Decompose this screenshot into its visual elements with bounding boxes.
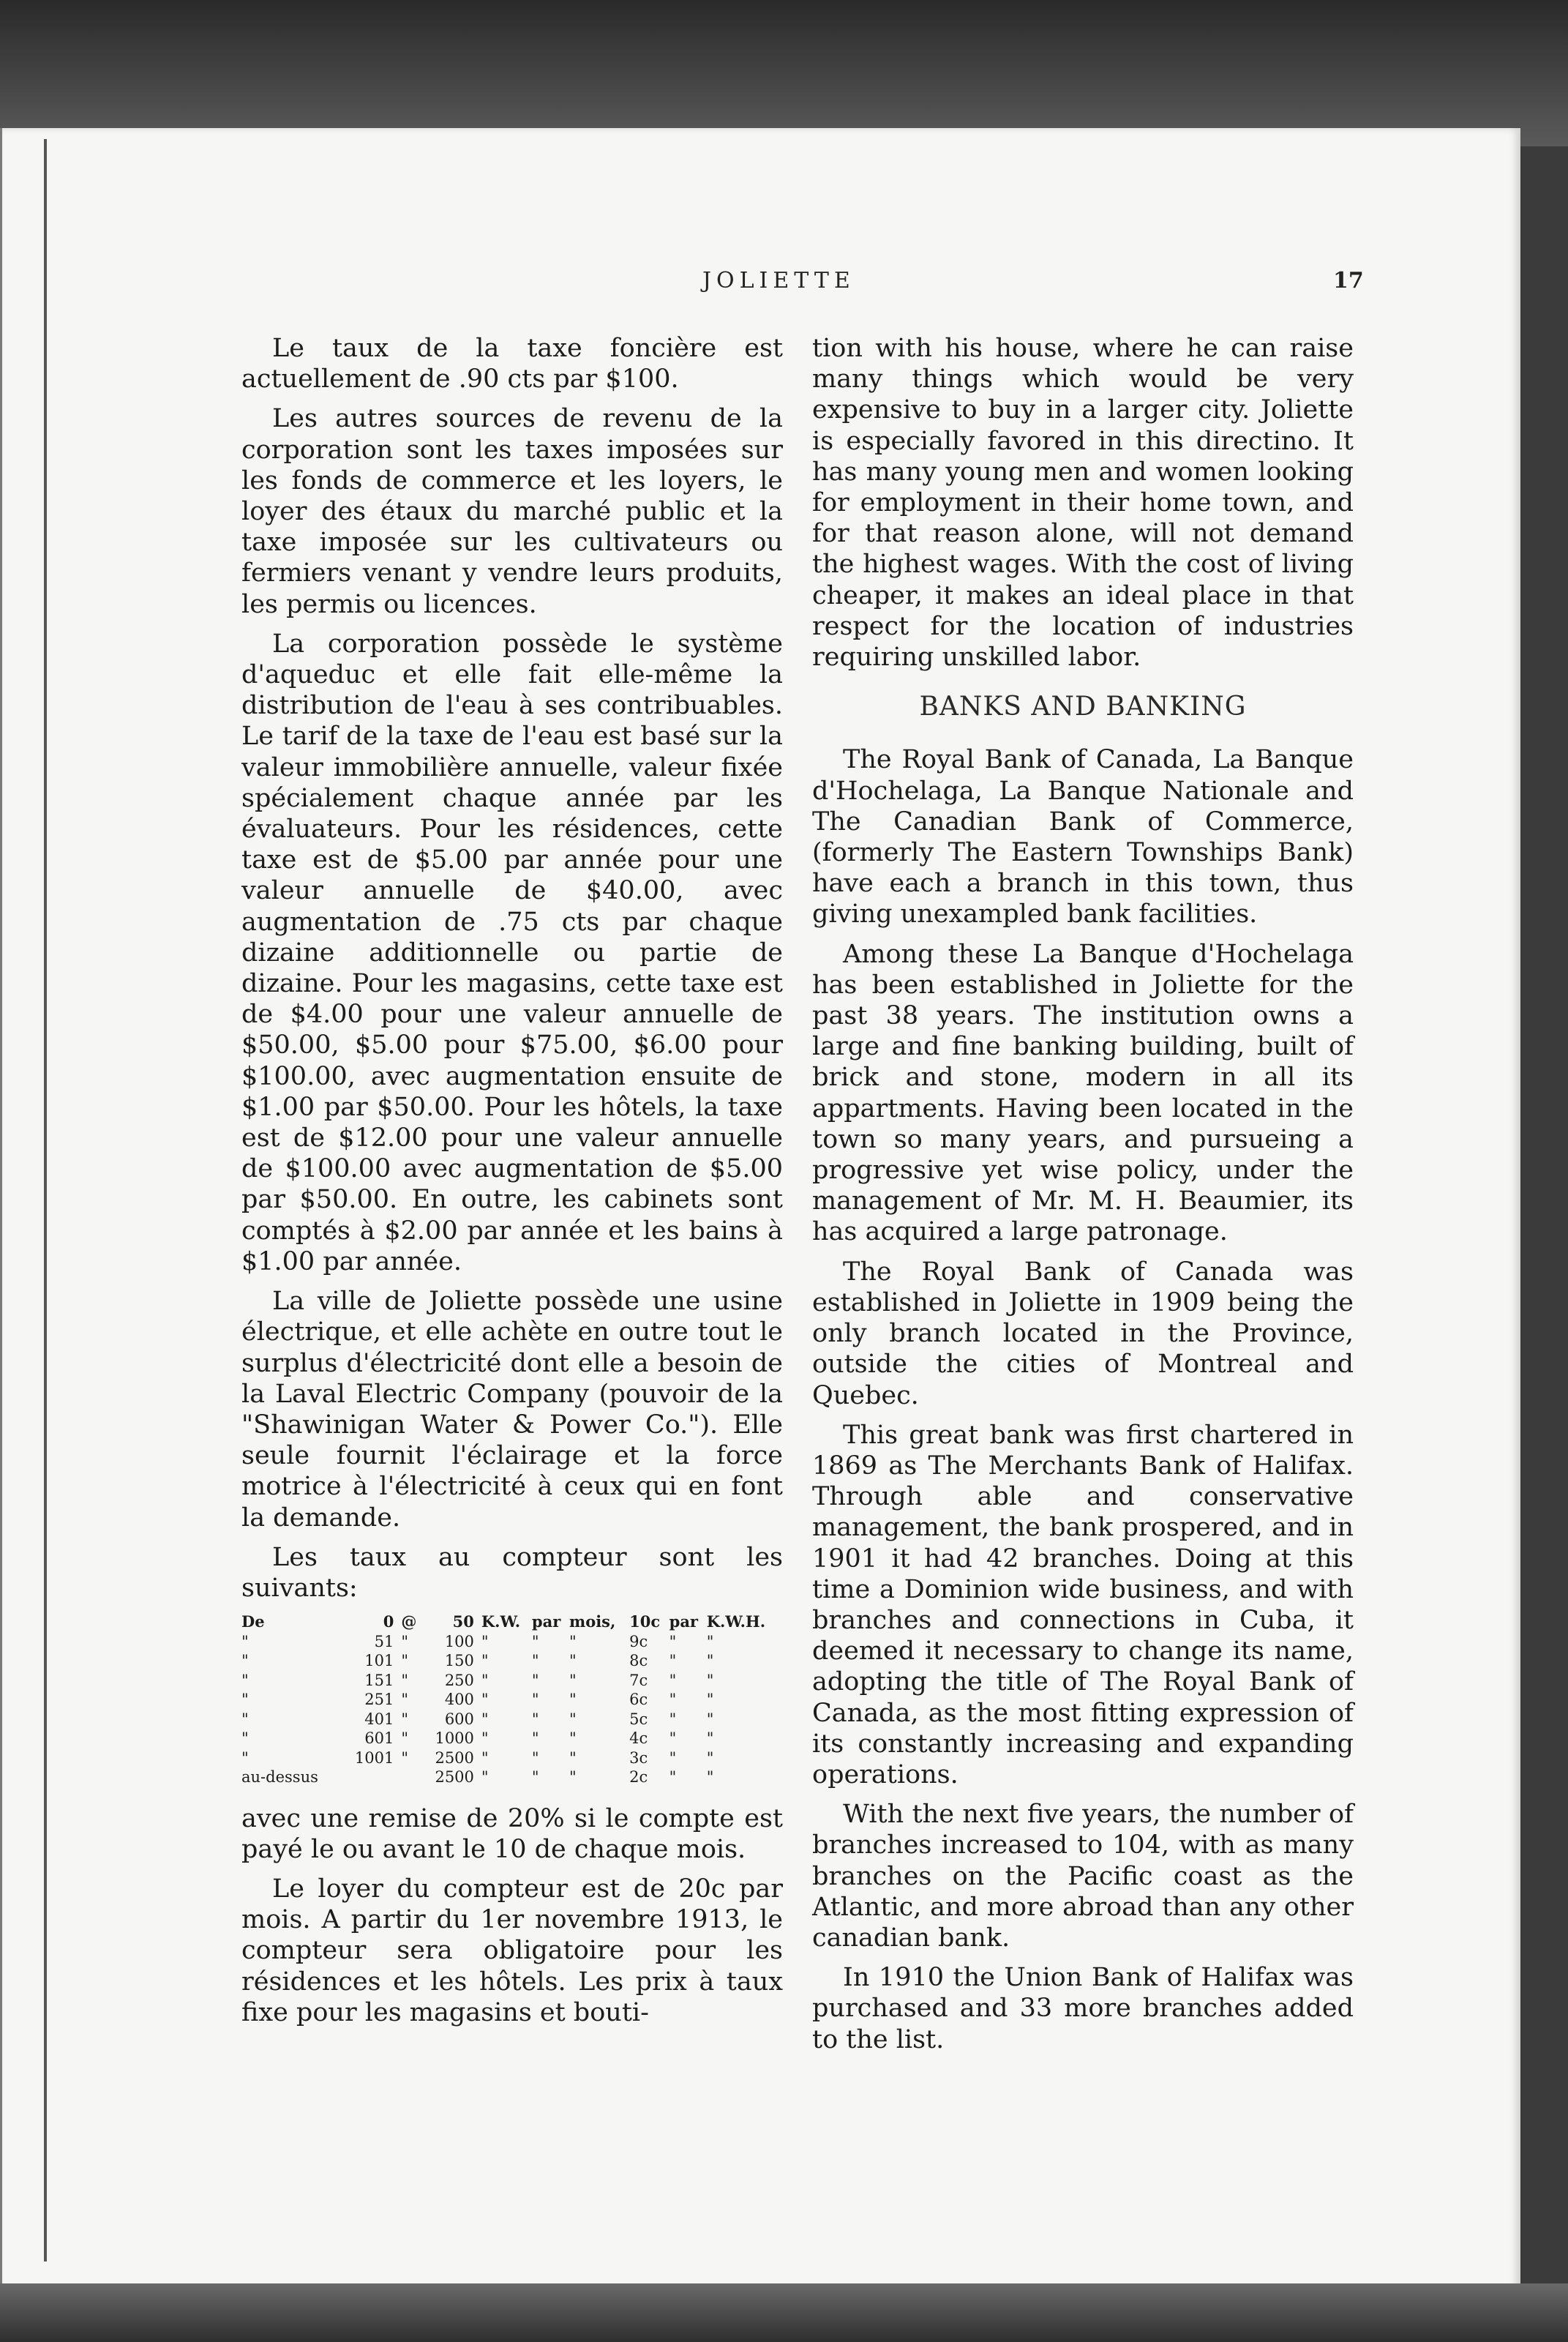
paragraph: Le loyer du compteur est de 20c par mois. A partir du 1er novembre 1913, le compteur sera obligatoire pour les résidences et les hôtels. Les prix à taux fixe pour les magasins et bouti- (241, 1874, 783, 2027)
table-cell: " (531, 1691, 539, 1709)
table-cell: " (531, 1671, 539, 1689)
table-cell: 8c (629, 1652, 648, 1670)
table-cell: " (669, 1632, 677, 1650)
scan-top-edge (0, 0, 1568, 146)
paragraph: The Royal Bank of Canada was established in Joliette in 1909 being the only branch located in the Province, outside the cities of Montreal and Quebec. (812, 1257, 1354, 1410)
table-cell: " (241, 1748, 249, 1767)
table-cell: 150 (444, 1652, 474, 1670)
table-cell: 1000 (435, 1729, 474, 1748)
table-cell (341, 1767, 401, 1787)
paragraph: In 1910 the Union Bank of Halifax was purchased and 33 more branches added to the list. (812, 1963, 1354, 2054)
meter-rate-table (241, 1612, 783, 1787)
table-cell: 2500 (435, 1768, 474, 1787)
table-cell: 2500 (435, 1748, 474, 1767)
table-row (241, 1767, 783, 1787)
paragraph: This great bank was first chartered in 1869 as The Merchants Bank of Halifax. Through able and conservative management, the bank prospered, and in 1901 it had 42 branches. Doing at this time a Dominion wide business, and with branches and connections in Cuba, it deemed it necessary to change its name, adopting the title of The Royal Bank of Canada, as the most fitting expression of its constantly increasing and expanding operations. (812, 1420, 1354, 1789)
table-row (241, 1729, 783, 1748)
table-cell: " (669, 1671, 677, 1689)
table-cell: 151 (364, 1671, 394, 1689)
table-cell: 251 (364, 1691, 394, 1709)
running-head: JOLIETTE (702, 268, 855, 293)
table-cell: " (669, 1768, 677, 1787)
table-cell: " (669, 1710, 677, 1728)
table-cell: 600 (444, 1710, 474, 1728)
table-cell: " (706, 1632, 714, 1650)
section-heading: BANKS AND BANKING (919, 692, 1247, 722)
table-cell: " (531, 1652, 539, 1670)
table-cell: " (241, 1652, 249, 1670)
table-cell: 51 (374, 1632, 394, 1650)
table-cell (401, 1767, 421, 1787)
table-cell: " (531, 1748, 539, 1767)
table-cell: " (481, 1748, 489, 1767)
table-cell: " (569, 1710, 577, 1728)
right-column (812, 333, 1354, 2064)
table-cell: " (481, 1768, 489, 1787)
scan-bottom-edge (0, 2283, 1568, 2342)
table-cell: " (706, 1671, 714, 1689)
table-cell: au-dessus (241, 1768, 318, 1787)
left-column (241, 333, 783, 2037)
table-header-cell: par (531, 1612, 561, 1631)
paragraph: La corporation possède le système d'aqueduc et elle fait elle-même la distribution de l'eau à ses contribuables. Le tarif de la taxe de l'eau est basé sur la valeur immobilière annuelle, valeur fixée spécialement chaque année par les évaluateurs. Pour les résidences, cette taxe est de $5.00 par année pour une valeur annuelle de $40.00, avec augmentation de .75 cts par chaque dizaine additionnelle ou partie de dizaine. Pour les magasins, cette taxe est de $4.00 pour une valeur annuelle de $50.00, $5.00 pour $75.00, $6.00 pour $100.00, avec augmentation ensuite de $1.00 par $50.00. Pour les hôtels, la taxe est de $12.00 pour une valeur annuelle de $100.00 avec augmentation de $5.00 par $50.00. En outre, les cabinets sont comptés à $2.00 par année et les bains à $1.00 par année. (241, 629, 783, 1276)
table-cell: " (706, 1748, 714, 1767)
page-header (0, 268, 1568, 297)
table-header-cell: K.W.H. (706, 1612, 766, 1631)
table-cell: " (401, 1691, 409, 1709)
table-cell: 250 (444, 1671, 474, 1689)
table-cell: 401 (364, 1710, 394, 1728)
table-row (241, 1710, 783, 1729)
table-header-cell: @ (401, 1612, 417, 1631)
table-cell: 101 (364, 1652, 394, 1670)
table-header-cell: 10c (629, 1612, 661, 1631)
table-cell: " (569, 1671, 577, 1689)
table-cell: " (706, 1710, 714, 1728)
table-cell: " (569, 1691, 577, 1709)
table-cell: " (241, 1691, 249, 1709)
table-cell: " (481, 1652, 489, 1670)
table-cell: " (401, 1710, 409, 1728)
table-cell: 7c (629, 1671, 648, 1689)
table-cell: 5c (629, 1710, 648, 1728)
table-cell: " (481, 1729, 489, 1748)
table-cell: " (401, 1729, 409, 1748)
table-row (241, 1651, 783, 1671)
table-cell: " (669, 1691, 677, 1709)
table-cell: " (241, 1632, 249, 1650)
table-cell: " (481, 1671, 489, 1689)
paragraph: avec une remise de 20% si le compte est payé le ou avant le 10 de chaque mois. (241, 1803, 783, 1864)
table-header-cell: 0 (383, 1612, 394, 1631)
paragraph: tion with his house, where he can raise many things which would be very expensive to buy in a larger city. Joliette is especially favored in this directino. It has many young men and women looking for employment in their home town, and for that reason alone, will not demand the highest wages. With the cost of living cheaper, it makes an ideal place in that respect for the location of industries requiring unskilled labor. (812, 334, 1354, 673)
table-cell: 601 (364, 1729, 394, 1748)
table-header-cell: K.W. (481, 1612, 521, 1631)
table-row (241, 1632, 783, 1652)
table-cell: " (531, 1710, 539, 1728)
table-cell: " (481, 1710, 489, 1728)
table-header-cell: 50 (452, 1612, 474, 1631)
table-cell: " (481, 1632, 489, 1650)
table-header-cell: mois, (569, 1612, 616, 1631)
table-header-row (241, 1612, 783, 1632)
table-cell: " (569, 1729, 577, 1748)
paragraph: La ville de Joliette possède une usine électrique, et elle achète en outre tout le surplus d'électricité dont elle a besoin de la Laval Electric Company (pouvoir de la "Shawinigan Water & Power Co."). Elle seule fournit l'éclairage et la force motrice à l'électricité à ceux qui en font la demande. (241, 1287, 783, 1533)
table-cell: " (401, 1748, 409, 1767)
page-number: 17 (1333, 268, 1364, 293)
table-cell: " (669, 1748, 677, 1767)
table-cell: " (706, 1691, 714, 1709)
table-cell: 1001 (354, 1748, 394, 1767)
table-cell: 3c (629, 1748, 648, 1767)
paragraph: Les autres sources de revenu de la corporation sont les taxes imposées sur les fonds de commerce et les loyers, le loyer des étaux du marché public et la taxe imposée sur les cultivateurs ou fermiers venant y vendre leurs produits, les permis ou licences. (241, 404, 783, 619)
table-row (241, 1671, 783, 1691)
paragraph: Among these La Banque d'Hochelaga has been established in Joliette for the past 38 years. The institution owns a large and fine banking building, built of brick and stone, modern in all its appartments. Having been located in the town so many years, and pursueing a progressive yet wise policy, under the management of Mr. M. H. Beaumier, its has acquired a large patronage. (812, 939, 1354, 1247)
table-cell: 100 (444, 1632, 474, 1650)
table-cell: 400 (444, 1691, 474, 1709)
table-cell: " (481, 1691, 489, 1709)
table-cell: " (706, 1652, 714, 1670)
table-cell: " (401, 1671, 409, 1689)
table-cell: " (706, 1729, 714, 1748)
paragraph: Le taux de la taxe foncière est actuellement de .90 cts par $100. (241, 334, 783, 394)
paragraph: With the next five years, the number of branches increased to 104, with as many branches on the Pacific coast as the Atlantic, and more abroad than any other canadian bank. (812, 1800, 1354, 1953)
table-cell: " (569, 1652, 577, 1670)
table-cell: 4c (629, 1729, 648, 1748)
table-cell: 9c (629, 1632, 648, 1650)
paragraph: Les taux au compteur sont les suivants: (241, 1542, 783, 1603)
table-cell: " (569, 1748, 577, 1767)
table-cell: " (669, 1652, 677, 1670)
table-cell: " (669, 1729, 677, 1748)
table-cell: " (241, 1710, 249, 1728)
table-row (241, 1748, 783, 1768)
paragraph: The Royal Bank of Canada, La Banque d'Hochelaga, La Banque Nationale and The Canadian Bank of Commerce, (formerly The Eastern Townships Bank) have each a branch in this town, thus giving unexampled bank facilities. (812, 745, 1354, 929)
table-cell: " (241, 1729, 249, 1748)
table-cell: " (706, 1768, 714, 1787)
table-header-cell: De (241, 1612, 265, 1631)
page-binding-edge (44, 139, 47, 2261)
table-cell: " (569, 1768, 577, 1787)
table-cell: 6c (629, 1691, 648, 1709)
table-cell: 2c (629, 1768, 648, 1787)
table-cell: " (531, 1632, 539, 1650)
table-cell: " (531, 1768, 539, 1787)
table-cell: " (401, 1632, 409, 1650)
table-cell: " (569, 1632, 577, 1650)
table-row (241, 1690, 783, 1710)
table-cell: " (241, 1671, 249, 1689)
table-header-cell: par (669, 1612, 698, 1631)
table-cell: " (401, 1652, 409, 1670)
table-cell: " (531, 1729, 539, 1748)
